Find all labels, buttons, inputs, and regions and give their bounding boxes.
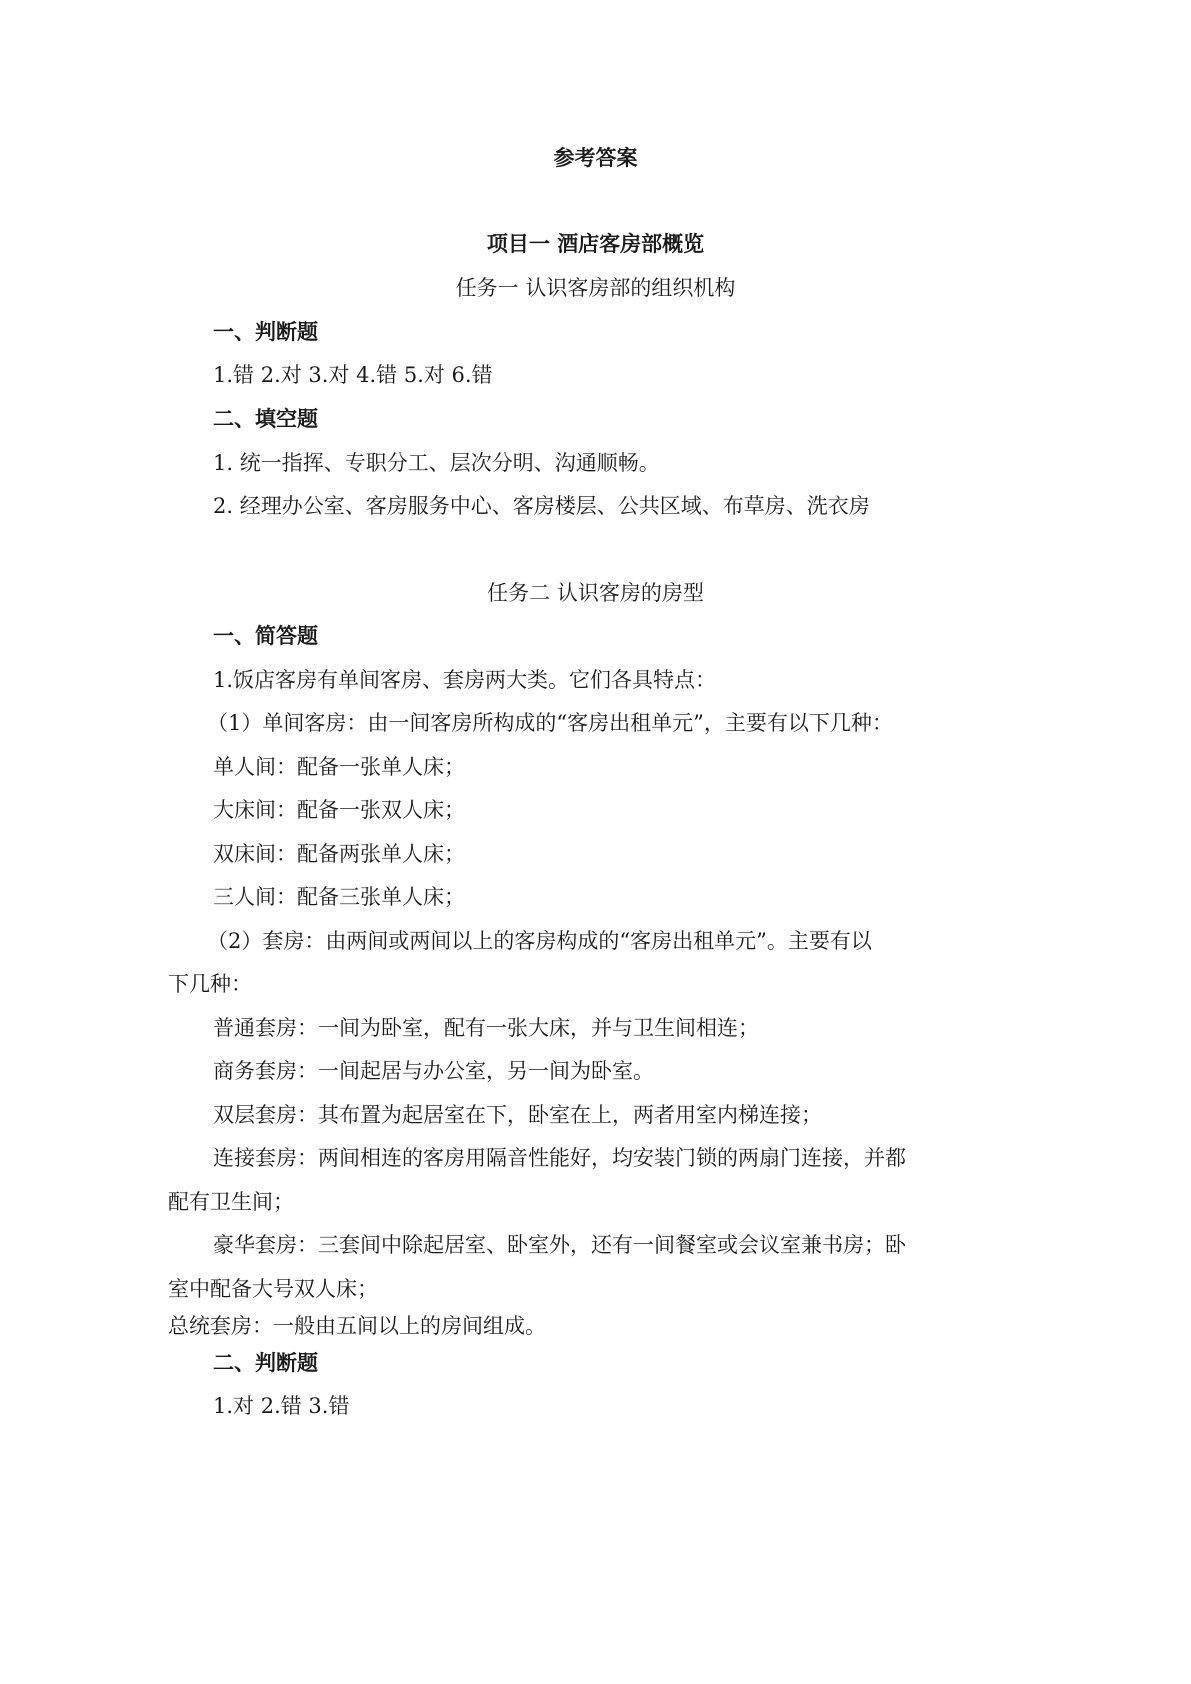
text-line: 1.饭店客房有单间客房、套房两大类。它们各具特点： [213, 668, 717, 692]
text-line: （1）单间客房：由一间客房所构成的“客房出租单元”，主要有以下几种： [207, 711, 893, 735]
text-line: 下几种： [168, 972, 252, 996]
text-line: 三人间：配备三张单人床； [213, 885, 465, 909]
project-title: 项目一 酒店客房部概览 [486, 232, 705, 256]
text-line: 豪华套房：三套间中除起居室、卧室外，还有一间餐室或会议室兼书房；卧 [213, 1233, 906, 1257]
text-line: 普通套房：一间为卧室，配有一张大床，并与卫生间相连； [213, 1016, 759, 1040]
answer-line: 1. 统一指挥、专职分工、层次分明、沟通顺畅。 [213, 451, 660, 475]
answer-line: 2. 经理办公室、客房服务中心、客房楼层、公共区域、布草房、洗衣房 [213, 494, 870, 518]
text-line: 总统套房：一般由五间以上的房间组成。 [168, 1314, 546, 1338]
section-heading: 一、判断题 [213, 320, 318, 344]
text-line: 配有卫生间； [168, 1190, 294, 1214]
text-line: 商务套房：一间起居与办公室，另一间为卧室。 [213, 1059, 654, 1083]
text-line: 双床间：配备两张单人床； [213, 842, 465, 866]
text-line: 单人间：配备一张单人床； [213, 755, 465, 779]
section-heading: 二、填空题 [213, 407, 318, 431]
text-line: 大床间：配备一张双人床； [213, 798, 465, 822]
section-heading: 二、判断题 [213, 1351, 318, 1375]
task2-title: 任务二 认识客房的房型 [487, 581, 704, 605]
section-heading: 一、简答题 [213, 624, 318, 648]
text-line: （2）套房：由两间或两间以上的客房构成的“客房出租单元”。主要有以 [207, 929, 872, 953]
answer-line: 1.错 2.对 3.对 4.错 5.对 6.错 [213, 363, 493, 387]
text-line: 连接套房：两间相连的客房用隔音性能好，均安装门锁的两扇门连接，并都 [213, 1146, 906, 1170]
text-line: 室中配备大号双人床； [168, 1277, 378, 1301]
doc-title: 参考答案 [553, 146, 638, 170]
text-line: 双层套房：其布置为起居室在下，卧室在上，两者用室内梯连接； [213, 1103, 822, 1127]
task1-title: 任务一 认识客房部的组织机构 [455, 276, 736, 300]
answer-line: 1.对 2.错 3.错 [213, 1394, 350, 1418]
